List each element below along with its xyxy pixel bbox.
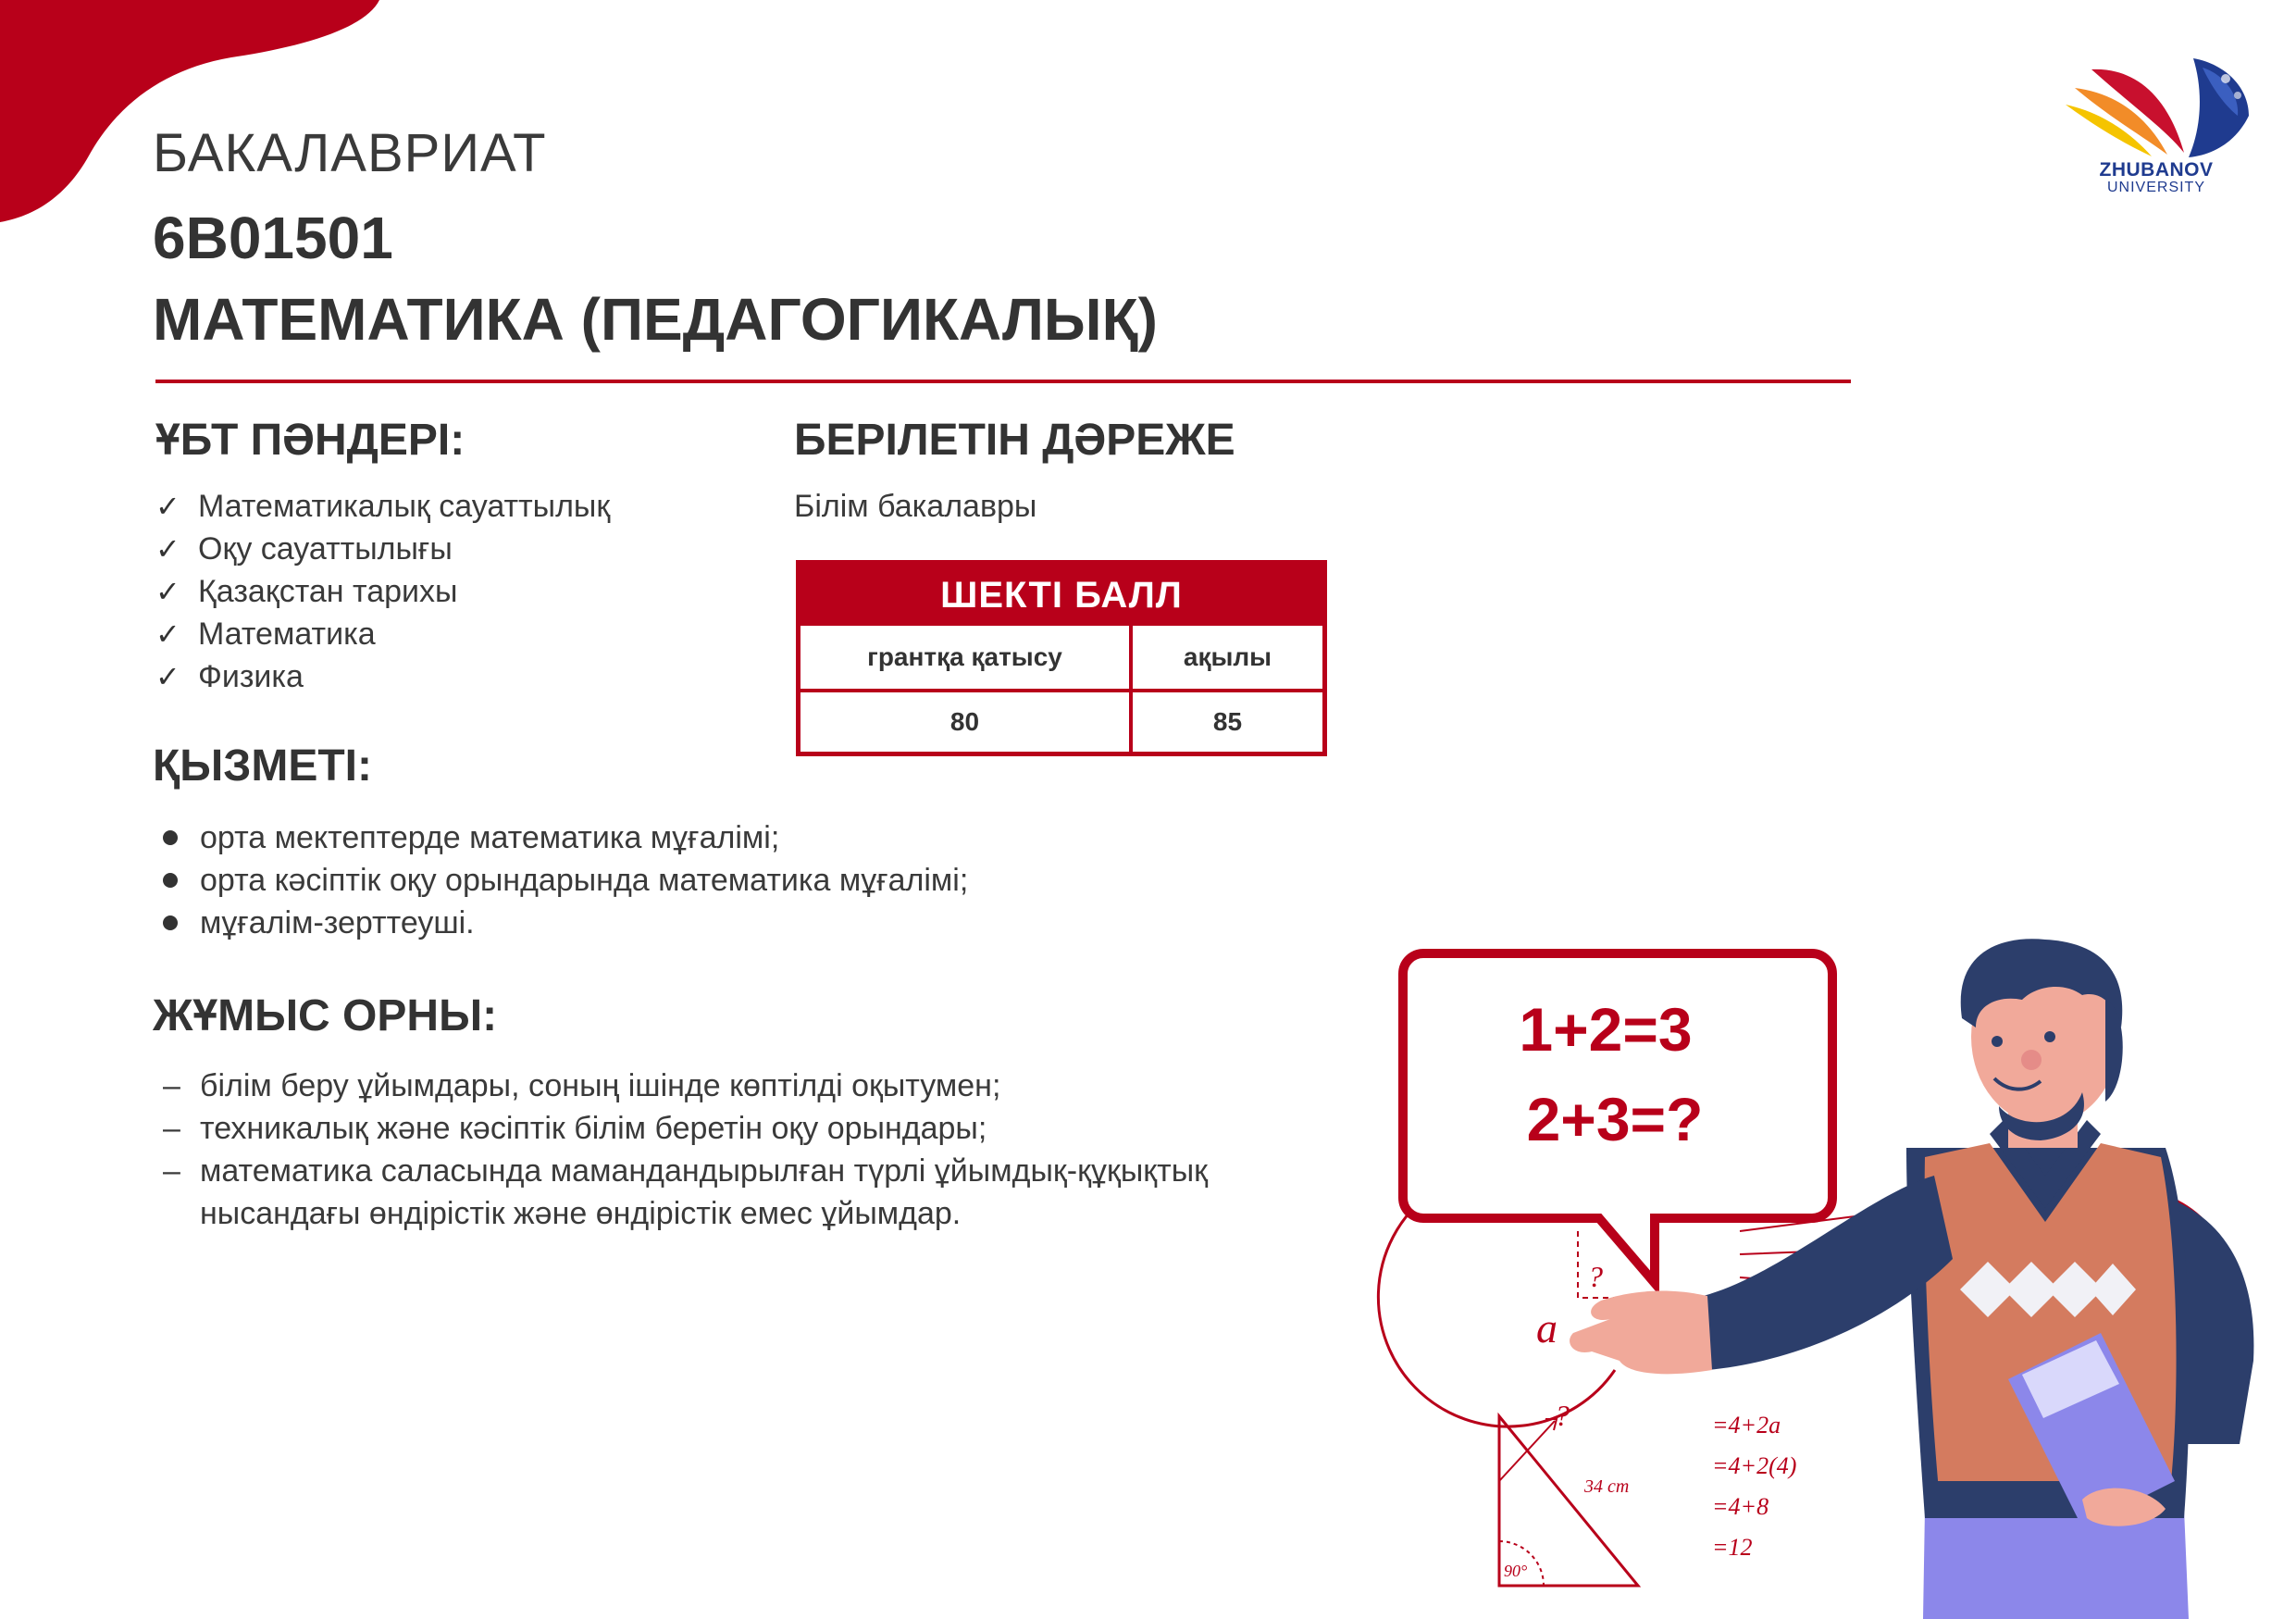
equation-2: =4+2(4) — [1712, 1452, 1797, 1479]
threshold-score-table — [796, 560, 1327, 756]
threshold-title: ШЕКТІ БАЛЛ — [800, 565, 1322, 626]
header-divider — [155, 380, 1851, 383]
value-paid: 85 — [1212, 707, 1243, 736]
list-item: – математика саласында мамандандырылған түрлі ұйымдық-құқықтық нысандағы өндірістік және өндірістік емес ұйымдар. — [159, 1150, 1270, 1235]
equation-3: =4+8 — [1712, 1493, 1769, 1520]
corner-decoration — [0, 0, 389, 227]
list-item: ✓ Оқу сауаттылығы — [155, 528, 610, 570]
question-mark-1: ? — [1588, 1260, 1603, 1293]
variable-a: a — [1536, 1304, 1558, 1351]
check-icon: ✓ — [155, 617, 180, 651]
equation-4: =12 — [1712, 1534, 1753, 1561]
degree-level: БАКАЛАВРИАТ — [153, 123, 547, 183]
bullet-icon — [163, 915, 178, 930]
teacher-illustration — [1370, 935, 2296, 1619]
bullet-icon — [163, 873, 178, 888]
check-icon: ✓ — [155, 490, 180, 523]
check-icon: ✓ — [155, 575, 180, 608]
table-row — [800, 689, 1322, 752]
subjects-heading: ҰБТ ПӘНДЕРІ: — [155, 416, 465, 465]
angle-label: 90° — [1504, 1562, 1528, 1580]
workplace-heading: ЖҰМЫС ОРНЫ: — [153, 991, 498, 1040]
bullet-icon — [163, 830, 178, 845]
bubble-line-1: 1+2=3 — [1519, 995, 1693, 1064]
list-item: орта кәсіптік оқу орындарында математика мұғалімі; — [159, 859, 968, 902]
check-icon: ✓ — [155, 660, 180, 693]
question-mark-2: ? — [1555, 1399, 1570, 1432]
header-paid: ақылы — [1183, 642, 1272, 671]
value-grant: 80 — [800, 692, 1133, 752]
list-item: – білім беру ұйымдары, соның ішінде көптілді оқытумен; — [159, 1065, 1270, 1107]
dash-icon: – — [163, 1068, 180, 1103]
equation-1: =4+2a — [1712, 1412, 1781, 1438]
bubble-line-2: 2+3=? — [1526, 1085, 1704, 1153]
list-item: ✓ Қазақстан тарихы — [155, 570, 610, 613]
logo-wordmark: ZHUBANOV — [2099, 159, 2214, 181]
table-header-row — [800, 626, 1322, 689]
dash-icon: – — [163, 1111, 180, 1146]
degree-heading: БЕРІЛЕТІН ДӘРЕЖЕ — [794, 416, 1235, 465]
functions-list — [159, 816, 968, 944]
list-item: ✓ Физика — [155, 655, 610, 698]
program-code: 6B01501 — [153, 205, 393, 271]
zhubanov-logo-icon — [2064, 51, 2258, 162]
side-length: 34 cm — [1584, 1476, 1630, 1497]
check-icon: ✓ — [155, 532, 180, 566]
list-item: – техникалық және кәсіптік білім беретін оқу орындары; — [159, 1107, 1270, 1150]
list-item: ✓ Математика — [155, 613, 610, 655]
list-item: ✓ Математикалық сауаттылық — [155, 485, 610, 528]
degree-value: Білім бакалавры — [794, 489, 1037, 524]
list-item: орта мектептерде математика мұғалімі; — [159, 816, 968, 859]
dash-icon: – — [163, 1153, 180, 1189]
workplace-list — [159, 1065, 1270, 1235]
subjects-list — [155, 485, 610, 698]
list-item: мұғалім-зерттеуші. — [159, 902, 968, 944]
functions-heading: ҚЫЗМЕТІ: — [153, 741, 372, 791]
header-grant: грантқа қатысу — [800, 626, 1133, 689]
program-title: МАТЕМАТИКА (ПЕДАГОГИКАЛЫҚ) — [153, 286, 1158, 353]
logo-subtitle: UNIVERSITY — [2106, 180, 2205, 195]
